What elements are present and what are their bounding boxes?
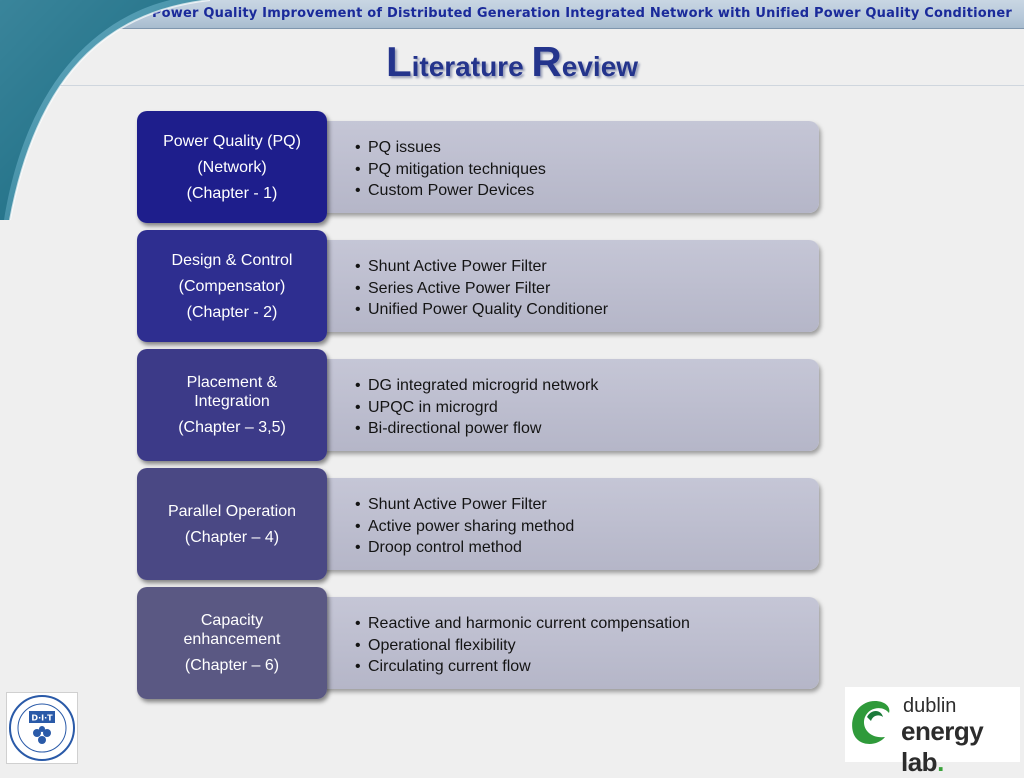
bullet-item bbox=[355, 278, 608, 300]
chapter-label-box bbox=[137, 468, 327, 580]
chapter-reference: (Chapter – 3,5) bbox=[178, 419, 286, 436]
bullet-icon: • bbox=[355, 279, 361, 297]
bullet-icon: • bbox=[355, 636, 361, 654]
bullet-text: Custom Power Devices bbox=[368, 182, 535, 199]
topic-content-box bbox=[315, 359, 819, 451]
bullet-icon: • bbox=[355, 420, 361, 437]
review-row bbox=[137, 111, 821, 224]
page-title: Literature Review bbox=[385, 38, 639, 85]
bullet-text: Circulating current flow bbox=[368, 658, 531, 675]
bullet-icon: • bbox=[355, 517, 361, 535]
chapter-topic-text: enhancement bbox=[183, 631, 281, 648]
presentation-title: Power Quality Improvement of Distributed Generation Integrated Network with Unified Power Quality Conditioner bbox=[151, 6, 1012, 21]
bullet-text: Bi-directional power flow bbox=[368, 420, 542, 437]
bullet-icon: • bbox=[355, 658, 361, 675]
chapter-reference: (Chapter - 1) bbox=[186, 184, 278, 202]
chapter-reference: (Chapter – 6) bbox=[184, 657, 280, 674]
bullet-icon: • bbox=[355, 258, 361, 275]
bullet-text: PQ mitigation techniques bbox=[368, 160, 546, 178]
chapter-topic-text: Parallel Operation bbox=[167, 502, 297, 520]
bullet-icon: • bbox=[355, 496, 361, 513]
bullet-text: DG integrated microgrid network bbox=[368, 377, 599, 394]
topic-content-box bbox=[315, 240, 819, 332]
chapter-label-box bbox=[137, 349, 327, 461]
chapter-topic-text: Power Quality (PQ) bbox=[163, 132, 301, 150]
bullet-text: PQ issues bbox=[368, 139, 441, 156]
bullet-item bbox=[355, 299, 608, 321]
review-row bbox=[137, 468, 821, 581]
bullet-icon: • bbox=[355, 182, 361, 199]
chapter-label-box bbox=[137, 587, 327, 699]
chapter-topic-text: Integration bbox=[194, 393, 270, 410]
bullet-text: Shunt Active Power Filter bbox=[368, 496, 547, 513]
bullet-text: Series Active Power Filter bbox=[368, 279, 551, 297]
bullet-text: Reactive and harmonic current compensation bbox=[368, 615, 690, 632]
bullet-item bbox=[355, 397, 598, 419]
bullet-text: Unified Power Quality Conditioner bbox=[368, 301, 609, 318]
topic-bullet-list bbox=[355, 613, 690, 678]
dit-logo bbox=[6, 692, 78, 764]
bullet-item bbox=[355, 418, 598, 440]
bullet-item bbox=[355, 516, 574, 538]
bullet-item bbox=[355, 656, 690, 678]
bullet-icon: • bbox=[355, 377, 361, 394]
dit-seal-icon bbox=[7, 693, 77, 763]
chapter-topic-text: (Network) bbox=[197, 158, 267, 176]
bullet-item bbox=[355, 635, 690, 657]
bullet-item bbox=[355, 256, 608, 278]
review-row bbox=[137, 230, 821, 343]
bullet-icon: • bbox=[355, 160, 361, 178]
bullet-icon: • bbox=[355, 539, 361, 556]
bullet-item bbox=[355, 494, 574, 516]
bullet-item bbox=[355, 137, 546, 159]
svg-text:D·I·T: D·I·T bbox=[31, 713, 53, 723]
logo-text-energy-lab: energy lab. bbox=[901, 716, 984, 777]
chapter-topic-text: (Compensator) bbox=[178, 277, 286, 295]
topic-bullet-list bbox=[355, 137, 546, 202]
bullet-icon: • bbox=[355, 615, 361, 632]
bullet-text: Operational flexibility bbox=[368, 636, 516, 654]
bullet-icon: • bbox=[355, 139, 361, 156]
bullet-text: Shunt Active Power Filter bbox=[368, 258, 547, 275]
chapter-topic-text: Capacity bbox=[200, 612, 264, 629]
energy-lab-swirl-icon bbox=[845, 687, 901, 762]
chapter-reference: (Chapter – 4) bbox=[184, 528, 280, 546]
bullet-item bbox=[355, 613, 690, 635]
topic-content-box bbox=[315, 121, 819, 213]
bullet-icon: • bbox=[355, 398, 361, 416]
chapter-label-box bbox=[137, 230, 327, 342]
chapter-reference: (Chapter - 2) bbox=[186, 303, 278, 321]
logo-text-dublin: dublin bbox=[903, 695, 957, 717]
bullet-text: Droop control method bbox=[368, 539, 522, 556]
dublin-energy-lab-logo bbox=[845, 687, 1020, 777]
bullet-icon: • bbox=[355, 301, 361, 318]
bullet-text: Active power sharing method bbox=[368, 517, 575, 535]
bullet-text: UPQC in microgrd bbox=[368, 398, 498, 416]
topic-content-box bbox=[315, 478, 819, 570]
topic-bullet-list bbox=[355, 375, 598, 440]
bullet-item bbox=[355, 180, 546, 202]
chapter-label-box bbox=[137, 111, 327, 223]
topic-bullet-list bbox=[355, 256, 608, 321]
chapter-topic-text: Design & Control bbox=[171, 251, 293, 269]
title-divider bbox=[60, 85, 1024, 86]
topic-bullet-list bbox=[355, 494, 574, 559]
bullet-item bbox=[355, 159, 546, 181]
bullet-item bbox=[355, 537, 574, 559]
chapter-topic-text: Placement & bbox=[186, 374, 278, 391]
topic-content-box bbox=[315, 597, 819, 689]
bullet-item bbox=[355, 375, 598, 397]
review-row bbox=[137, 349, 821, 462]
review-row bbox=[137, 587, 821, 700]
